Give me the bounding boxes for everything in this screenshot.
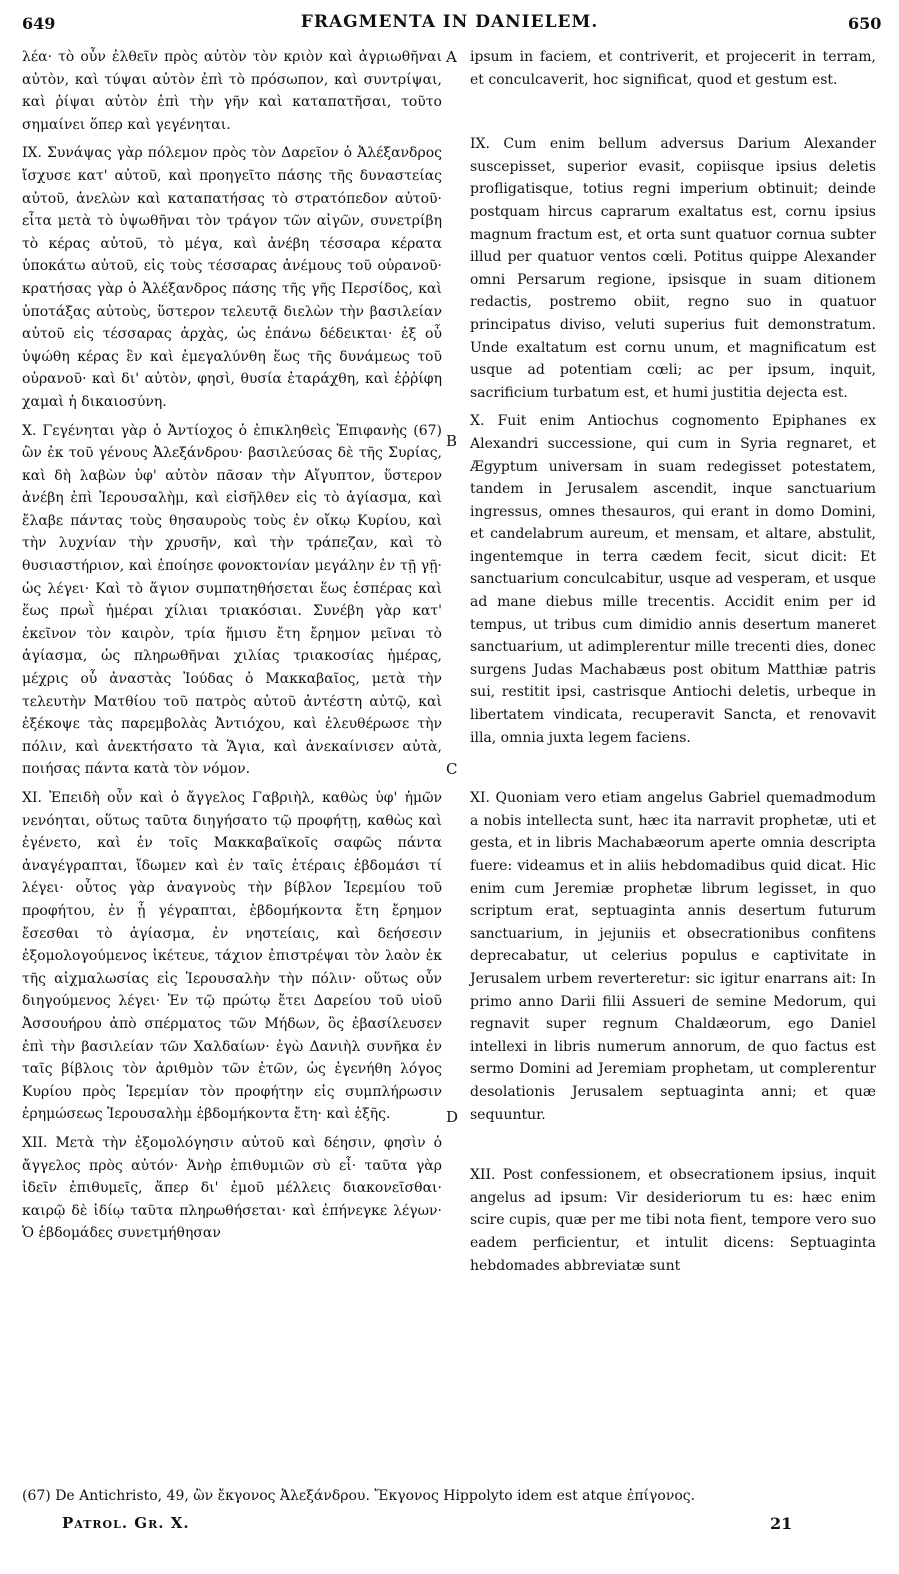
footnote-67: (67) De Antichristo, 49, ὢν ἔκγονος Ἀλεξάνδρου. Ἔκγονος Hippolyto idem est atque ἐπίγονος.	[22, 1488, 696, 1504]
greek-section-xi: XI. Ἐπειδὴ οὖν καὶ ὁ ἄγγελος Γαβριὴλ, καθὼς ὑφ' ἡμῶν νενόηται, οὕτως ταῦτα διηγήσατο τῷ προφήτῃ, καθὼς καὶ ἐγένετο, καὶ ἐν τοῖς Μακκαβαϊκοῖς σαφῶς πάντα ἀναγέγραπται, ἴδωμεν καὶ ἐν ταῖς ἑτέραις ἑβδομάσι τί λέγει· οὗτος γὰρ ἀναγνοὺς τὴν βίβλον Ἱερεμίου τοῦ προφήτου, ἐν ᾗ γέγραπται, ἑβδομήκοντα ἔτη ἔρημον ἔσεσθαι τὸ ἁγίασμα, ἐν νηστείαις, καὶ δεήσεσιν ἐξομολογούμενος ἱκέτευε, τάχιον ἐπιστρέψαι τὸν λαὸν ἐκ τῆς αἰχμαλωσίας εἰς Ἱερουσαλὴν τὴν πόλιν· οὕτως οὖν διηγούμενος λέγει· Ἐν τῷ πρώτῳ ἔτει Δαρείου τοῦ υἱοῦ Ἀσσουήρου ἀπὸ σπέρματος τῶν Μήδων, ὃς ἐβασίλευσεν ἐπὶ τὴν βασιλείαν τῶν Χαλδαίων· ἐγὼ Δανιὴλ συνῆκα ἐν ταῖς βίβλοις τὸν ἀριθμὸν τῶν ἐτῶν, ὡς ἐγενήθη λόγος Κυρίου πρὸς Ἱερεμίαν τὸν προφήτην εἰς συμπλήρωσιν ἐρημώσεως Ἱερουσαλὴμ ἑβδομήκοντα ἔτη· καὶ ἑξῆς.	[22, 790, 442, 1123]
greek-section-xii: XII. Μετὰ τὴν ἐξομολόγησιν αὐτοῦ καὶ δέησιν, φησὶν ὁ ἄγγελος πρὸς αὐτόν· Ἀνὴρ ἐπιθυμιῶν σὺ εἶ· ταῦτα γὰρ ἰδεῖν ἐπιθυμεῖς, ἅπερ δι' ἐμοῦ μέλλεις διακονεῖσθαι· καιρῷ δὲ ἰδίῳ ταῦτα πληρωθήσεται· καὶ ἐπήνεγκε λέγων· Ὁ ἑβδομάδες συνετμήθησαν	[22, 1134, 442, 1242]
latin-section-xii: XII. Post confessionem, et obsecrationem ipsius, inquit angelus ad ipsum: Vir desideriorum tu es: hæc enim scire cupis, quæ per me tibi nota fient, tempore vero suo eadem perficientur, et intulit dicens: Septuaginta hebdomades abbreviatæ sunt	[470, 1167, 876, 1274]
greek-section-ix: IX. Συνάψας γὰρ πόλεμον πρὸς τὸν Δαρεῖον ὁ Ἀλέξανδρος ἴσχυσε κατ' αὐτοῦ, καὶ προηγεῖτο πάσης τῆς δυναστείας αὐτοῦ, ἀνελὼν καὶ καταπατήσας τὸ στρατόπεδον αὐτοῦ· εἶτα μετὰ τὸ ὑψωθῆναι τὸν τράγον τῶν αἰγῶν, συνετρίβη τὸ κέρας αὐτοῦ, τὸ μέγα, καὶ ἀνέβη τέσσαρα κέρατα ὑποκάτω αὐτοῦ, εἰς τοὺς τέσσαρας ἀνέμους τοῦ οὐρανοῦ· κρατήσας γὰρ ὁ Ἀλέξανδρος πάσης τῆς γῆς Περσίδος, καὶ ὑποτάξας αὐτοὺς, ὕστερον τελευτᾷ διελὼν τὴν βασιλείαν αὐτοῦ εἰς τέσσαρας ἀρχὰς, ὡς ἐπάνω δέδεικται· ἐξ οὗ ὑψώθη κέρας ἓν καὶ ἐμεγαλύνθη ἕως τῆς δυνάμεως τοῦ οὐρανοῦ· καὶ δι' αὐτὸν, φησὶ, θυσία ἐταράχθη, καὶ ἐῤῥίφη χαμαὶ ἡ δικαιοσύνη.	[22, 145, 442, 410]
greek-intro: λέα· τὸ οὖν ἐλθεῖν πρὸς αὐτὸν τὸν κριὸν καὶ ἀγριωθῆναι αὐτὸν, καὶ τύψαι αὐτὸν ἐπὶ τὸ πρόσωπον, καὶ συντρίψαι, καὶ ῥίψαι αὐτὸν ἐπὶ τὴν γῆν καὶ καταπατῆσαι, τοῦτο σημαίνει ὅπερ καὶ γεγένηται.	[22, 49, 442, 133]
column-spacer	[470, 1132, 876, 1164]
latin-section-xi: XI. Quoniam vero etiam angelus Gabriel quemadmodum a nobis intellecta sunt, hæc ita narravit prophetæ, uti et gesta, et in libris Machabæorum aperte omnia descripta fuere: videamus et in aliis hebdomadibus quid dicat. Hic enim cum Jeremiæ prophetæ librum legisset, in quo scriptum erat, septuaginta annis desertum futurum sanctuarium, in jejuniis et obsecrationibus confitens deprecabatur, ut celerius populus e captivitate in Jerusalem urbem reverteretur: sic igitur enarrans ait: In primo anno Darii filii Assueri de semine Medorum, qui regnavit super regnum Chaldæorum, ego Daniel intellexi in libris numerum annorum, de quo factus est sermo Domini ad Jeremiam prophetam, ut complerentur desolationis Jerusalem septuaginta anni; et quæ sequuntur.	[470, 790, 876, 1123]
running-title: FRAGMENTA IN DANIELEM.	[300, 12, 599, 32]
latin-section-ix: IX. Cum enim bellum adversus Darium Alexander suscepisset, superior evasit, copiisque ipsius deletis profligatisque, totius regni imperium obtinuit; deinde postquam hircus caprarum exaltatus est, cornu ipsius magnum fractum est, et orta sunt quatuor cornua subter illud per quatuor ventos cœli. Potitus quippe Alexander omni Persarum regione, ipsisque in suam ditionem redactis, postremo obiit, regno suo in quatuor principatus diviso, veluti superius fuit demonstratum. Unde exaltatum est cornu unum, et magnificatum est usque ad potentiam cœli; ac per ipsum, inquit, sacrificium turbatum est, et humi justitia dejecta est.	[470, 136, 876, 401]
margin-marker-c: C	[446, 760, 458, 778]
margin-marker-b: B	[446, 432, 458, 450]
latin-column	[470, 46, 876, 1283]
margin-marker-d: D	[446, 1108, 459, 1126]
page-number-right: 650	[848, 14, 882, 33]
footer-signature: Patrol. Gr. X.	[62, 1514, 190, 1532]
page-header	[0, 0, 899, 40]
latin-intro: ipsum in faciem, et contriverit, et projecerit in terram, et conculcaverit, hoc significat, quod et gestum est.	[470, 49, 876, 88]
greek-column	[22, 46, 442, 1251]
greek-section-x: X. Γεγένηται γὰρ ὁ Ἀντίοχος ὁ ἐπικληθεὶς Ἐπιφανὴς (67) ὢν ἐκ τοῦ γένους Ἀλεξάνδρου· βασιλεύσας δὲ τῆς Συρίας, καὶ δὴ λαβὼν ὑφ' αὐτὸν πᾶσαν τὴν Αἴγυπτον, ὕστερον ἀνέβη ἐπὶ Ἱερουσαλὴμ, καὶ εἰσῆλθεν εἰς τὸ ἁγίασμα, καὶ ἔλαβε πάντας τοὺς θησαυροὺς τοὺς ἐν οἴκῳ Κυρίου, καὶ τὴν λυχνίαν τὴν χρυσῆν, καὶ τὴν τράπεζαν, καὶ τὸ θυσιαστήριον, καὶ ἐποίησε φονοκτονίαν μεγάλην ἐν τῇ γῇ· ὡς λέγει· Καὶ τὸ ἅγιον συμπατηθήσεται ἕως ἑσπέρας καὶ ἕως πρωῒ ἡμέραι χίλιαι τριακόσιαι. Συνέβη γὰρ κατ' ἐκεῖνον τὸν καιρὸν, τρία ἥμισυ ἔτη ἔρημον μεῖναι τὸ ἁγίασμα, ὡς πληρωθῆναι χιλίας τριακοσίας ἡμέρας, μέχρις οὗ ἀναστὰς Ἰούδας ὁ Μακκαβαῖος, μετὰ τὴν τελευτὴν Ματθίου τοῦ πατρὸς αὐτοῦ ἀντέστη αὐτῷ, καὶ ἐξέκοψε τὰς παρεμβολὰς Ἀντιόχου, καὶ ἐλευθέρωσε τὴν πόλιν, καὶ ἀνεκτήσατο τὰ Ἅγια, καὶ ἀνεκαίνισεν αὐτὰ, ποιήσας πάντα κατὰ τὸν νόμον.	[22, 422, 442, 778]
margin-marker-a: A	[446, 48, 457, 66]
column-spacer	[470, 755, 876, 787]
page-number-left: 649	[22, 14, 56, 33]
footer-sheet-number: 21	[770, 1514, 793, 1533]
column-spacer	[470, 97, 876, 133]
latin-section-x: X. Fuit enim Antiochus cognomento Epiphanes ex Alexandri successione, qui cum in Syria regnaret, et Ægyptum universam in suam redegisset potestatem, tandem in Jerusalem ascendit, inque sanctuarium ingressus, omnes thesauros, qui erant in domo Domini, et candelabrum aureum, et mensam, et altare, abstulit, ingentemque in terra cædem fecit, sicut dicit: Et sanctuarium conculcabitur, usque ad vesperam, et usque ad mane diebus mille trecentis. Accidit enim per id tempus, ut tribus cum dimidio annis desertum maneret sanctuarium, ut adimplerentur mille trecenti dies, donec surgens Judas Machabæus post obitum Matthiæ patris sui, restitit ipsi, castrisque Antiochi deletis, urbeque in libertatem vindicata, recuperavit Sancta, et renovavit illa, omnia juxta legem faciens.	[470, 413, 876, 746]
